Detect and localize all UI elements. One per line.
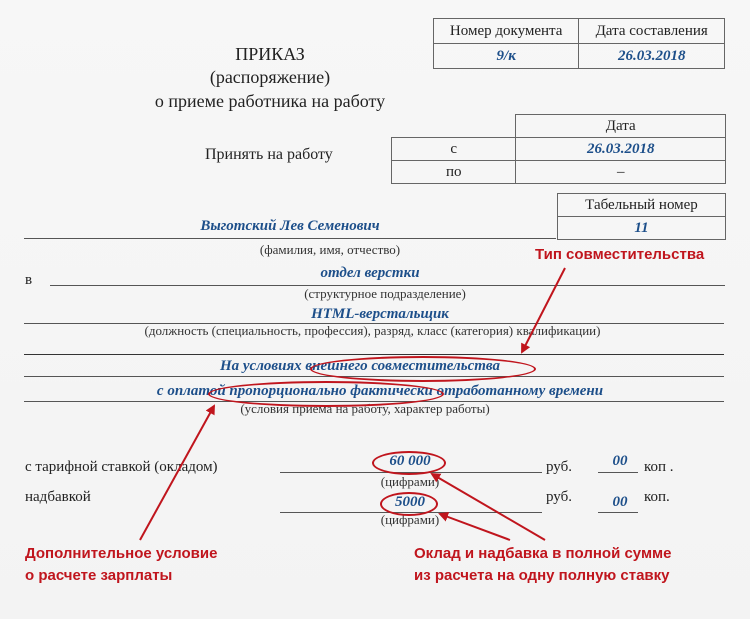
order-title: ПРИКАЗ [235,44,305,64]
rate-kop-value: 00 [612,453,628,469]
doc-date-header: Дата составления [579,19,725,44]
rate-caption: (цифрами) [380,474,440,489]
bonus-kop-label: коп. [644,489,670,505]
conditions-line2: с оплатой пропорционально фактически отработанному времени [156,383,604,399]
from-date: 26.03.2018 [516,138,726,161]
bonus-label: надбавкой [25,489,91,505]
annotation-salary-note-1: Оклад и надбавка в полной сумме [414,545,672,562]
annotation-type: Тип совместительства [535,246,705,263]
conditions-line1: На условиях внешнего совместительства [219,358,501,374]
order-subtitle: (распоряжение) [209,67,331,87]
department-caption: (структурное подразделение) [304,286,466,301]
position-value: HTML-верстальщик [311,306,449,322]
bonus-caption: (цифрами) [380,512,440,527]
order-subject: о приеме работника на работу [154,91,386,111]
department-value: отдел верстки [320,265,420,281]
to-label: по [392,161,516,184]
tab-number-header: Табельный номер [558,194,726,217]
annotation-salary-note-2: из расчета на одну полную ставку [414,567,670,584]
annotation-extra-condition-2: о расчете зарплаты [25,567,173,584]
doc-number-value: 9/к [434,44,579,69]
position-caption: (должность (специальность, профессия), разряд, класс (категория) квалификации) [144,323,601,338]
rate-value: 60 000 [389,453,431,469]
in-label: в [25,272,33,288]
rate-rub-label: руб. [546,459,572,475]
name-caption: (фамилия, имя, отчество) [259,242,401,257]
doc-number-header: Номер документа [434,19,579,44]
arrow-salary-bonus [440,514,510,540]
conditions-caption: (условия приема на работу, характер работы) [240,401,490,416]
employee-name: Выготский Лев Семенович [200,218,380,234]
date-header: Дата [516,115,726,138]
to-date: – [516,161,726,184]
from-label: с [392,138,516,161]
hire-label: Принять на работу [205,146,333,163]
annotation-extra-condition-1: Дополнительное условие [25,545,218,562]
bonus-value: 5000 [395,494,425,510]
doc-date-value: 26.03.2018 [579,44,725,69]
bonus-rub-label: руб. [546,489,572,505]
tab-number-value: 11 [558,217,726,240]
rate-label: с тарифной ставкой (окладом) [25,459,218,475]
arrow-extra-condition [140,406,214,540]
bonus-kop-value: 00 [612,494,628,510]
rate-kop-label: коп . [644,459,674,475]
arrow-salary-rate [432,474,545,540]
arrow-type [522,268,565,352]
